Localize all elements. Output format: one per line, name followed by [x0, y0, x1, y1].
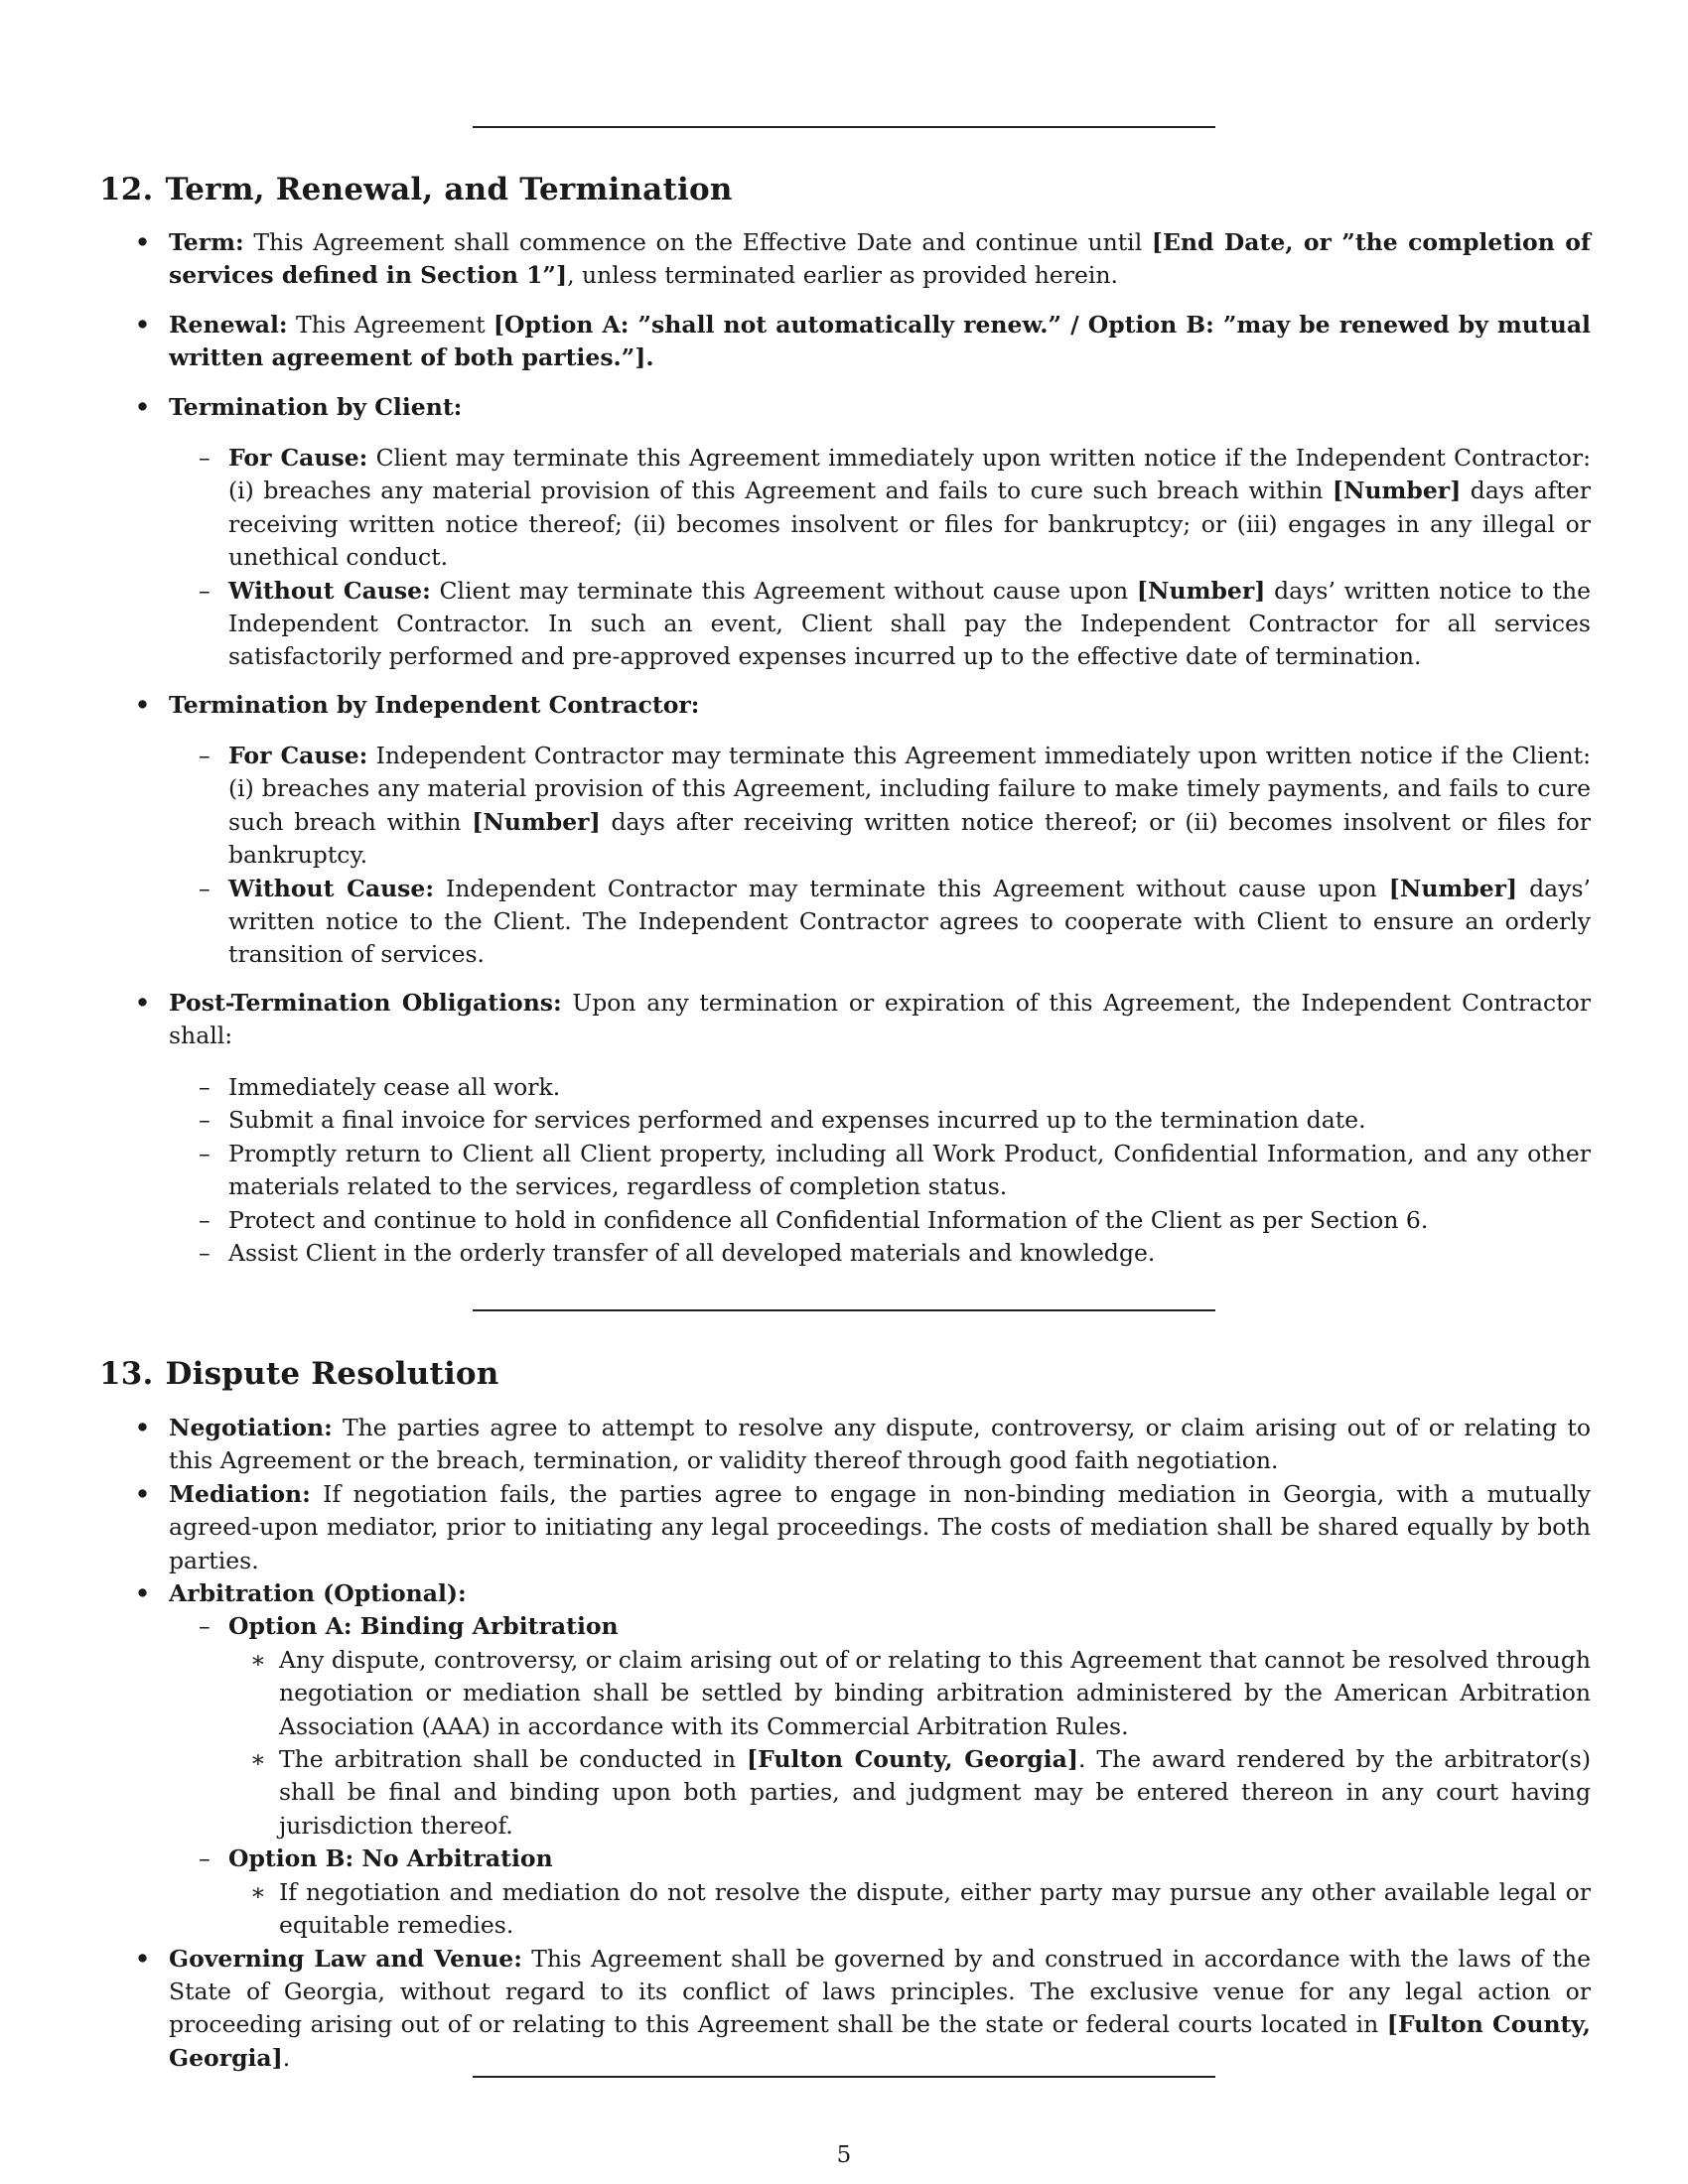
mediation-text: If negotiation fails, the parties agree to engage in non-binding mediation in Georgia, with a mutually agreed-upon mediator, prior to initiating any legal proceedings. The costs of mediation shall be shared equally by both parties. [169, 1479, 1591, 1574]
client-without-cause-text-2: days’ written notice to the Independent Contractor. In such an event, Client shall pay the Independent Contractor for all services satisfactorily performed and pre-approved expenses incurred up to the effective date of termination. [228, 576, 1592, 671]
section-12-title: Term, Renewal, and Termination [165, 172, 733, 207]
contractor-for-cause-label: For Cause: [228, 742, 368, 769]
option-a-clause-text-1: The arbitration shall be conducted in [279, 1745, 747, 1774]
section-12-heading [99, 172, 733, 207]
middle-divider [473, 1309, 1215, 1311]
top-divider [473, 126, 1215, 128]
section-12-list [99, 226, 1591, 424]
option-a-clause-text: Any dispute, controversy, or claim arising out of or relating to this Agreement that cannot be resolved through negotiation or mediation shall be settled by binding arbitration administered by the American Arbitration Association (AAA) in accordance with its Commercial Arbitration Rules. [279, 1645, 1591, 1740]
renewal-text-1: This Agreement [287, 310, 493, 339]
governing-law-text-2: . [282, 2043, 291, 2072]
bullet-marker: • [135, 228, 151, 256]
client-without-cause-number: [Number] [1136, 576, 1266, 605]
post-termination-obligation [99, 1237, 1591, 1270]
section-13-number: 13. [99, 1356, 154, 1392]
termination-by-contractor-item [99, 689, 1591, 722]
dash-marker: – [199, 1612, 211, 1641]
obligation-text: Promptly return to Client all Client property, including all Work Product, Confidential Information, and any other materials related to the services, regardless of completion status. [228, 1139, 1591, 1201]
contractor-for-cause-number: [Number] [472, 807, 601, 836]
negotiation-text: The parties agree to attempt to resolve any dispute, controversy, or claim arising out of or relating to this Agreement or the breach, termination, or validity thereof through good faith negotiation. [169, 1414, 1591, 1475]
client-for-cause-number: [Number] [1332, 477, 1462, 505]
dash-marker: – [199, 444, 211, 472]
governing-law-venue: [Fulton County, Georgia] [169, 2010, 1591, 2072]
termination-by-client-item [99, 391, 1591, 424]
contractor-for-cause-text-1: Independent Contractor may terminate this Agreement immediately upon written notice if the Client: (i) breaches any material provision of this Agreement, including failure to make timely payments, and fails to cure such breach within [228, 742, 1591, 836]
post-termination-text: Upon any termination or expiration of this Agreement, the Independent Contractor shall: [169, 989, 1592, 1050]
dash-marker: – [199, 1205, 211, 1234]
post-termination-obligation [99, 1104, 1591, 1137]
contractor-for-cause-text-2: days after receiving written notice thereof; or (ii) becomes insolvent or files for bankruptcy. [228, 807, 1591, 870]
option-b-item [99, 1843, 1591, 1875]
section-13-list [99, 1412, 1591, 2075]
dash-marker: – [199, 1844, 211, 1873]
term-placeholder: [End Date, or ”the completion of services defined in Section 1”] [169, 228, 1591, 290]
post-termination-sublist [99, 1071, 1591, 1270]
contractor-without-cause-text-2: days’ written notice to the Client. The Independent Contractor agrees to cooperate with Client to ensure an orderly transition of services. [228, 874, 1591, 969]
bullet-marker: • [135, 1944, 151, 1973]
client-without-cause-item [99, 575, 1591, 674]
section-13-heading [99, 1356, 499, 1392]
option-a-item [99, 1610, 1591, 1643]
star-marker: ∗ [250, 1745, 266, 1774]
negotiation-item [99, 1412, 1591, 1478]
contractor-without-cause-text-1: Independent Contractor may terminate this Agreement without cause upon [434, 874, 1389, 902]
arbitration-label: Arbitration (Optional): [169, 1579, 467, 1608]
term-text-2: , unless terminated earlier as provided herein. [567, 261, 1119, 290]
option-b-label: Option B: No Arbitration [228, 1844, 553, 1873]
termination-by-client-sublist [99, 442, 1591, 674]
mediation-label: Mediation: [169, 1479, 311, 1508]
page-number: 5 [836, 2142, 852, 2168]
client-for-cause-item [99, 442, 1591, 575]
termination-by-client-label: Termination by Client: [169, 392, 463, 421]
bullet-marker: • [135, 392, 151, 421]
bullet-marker: • [135, 989, 151, 1017]
dash-marker: – [199, 1239, 211, 1268]
term-label: Term: [169, 228, 244, 256]
term-text-1: This Agreement shall commence on the Effective Date and continue until [243, 228, 1152, 256]
obligation-text: Protect and continue to hold in confidence all Confidential Information of the Client as per Section 6. [228, 1205, 1429, 1234]
obligation-text: Submit a final invoice for services performed and expenses incurred up to the termination date. [228, 1106, 1366, 1135]
option-a-label: Option A: Binding Arbitration [228, 1612, 619, 1641]
option-b-clause [99, 1876, 1591, 1943]
dash-marker: – [199, 1073, 211, 1101]
client-without-cause-text-1: Client may terminate this Agreement without cause upon [430, 576, 1137, 605]
negotiation-label: Negotiation: [169, 1414, 333, 1441]
dash-marker: – [199, 576, 211, 605]
bullet-marker: • [135, 310, 151, 339]
option-a-clause [99, 1644, 1591, 1743]
post-termination-obligation [99, 1138, 1591, 1204]
post-termination-item [99, 987, 1591, 1053]
post-termination-list [99, 987, 1591, 1053]
section-12-number: 12. [99, 172, 154, 207]
obligation-text: Assist Client in the orderly transfer of all developed materials and knowledge. [228, 1239, 1156, 1268]
termination-by-contractor-sublist [99, 740, 1591, 972]
option-a-clause-text-2: . The award rendered by the arbitrator(s) shall be final and binding upon both parties, and judgment may be entered thereon in any court having jurisdiction thereof. [279, 1745, 1591, 1840]
contractor-without-cause-label: Without Cause: [228, 874, 435, 902]
dash-marker: – [199, 1139, 211, 1167]
client-for-cause-label: For Cause: [228, 444, 368, 472]
bullet-marker: • [135, 1479, 151, 1508]
bullet-marker: • [135, 691, 151, 719]
star-marker: ∗ [250, 1645, 266, 1674]
governing-law-item [99, 1943, 1591, 2076]
mediation-item [99, 1478, 1591, 1577]
section-13-title: Dispute Resolution [165, 1356, 499, 1392]
client-for-cause-text-2: days after receiving written notice thereof; (ii) becomes insolvent or files for bankruptcy; or (iii) engages in any illegal or unethical conduct. [228, 477, 1591, 572]
post-termination-obligation [99, 1204, 1591, 1237]
governing-law-text-1: This Agreement shall be governed by and construed in accordance with the laws of the State of Georgia, without regard to its conflict of laws principles. The exclusive venue for any legal action or proceeding arising out of or relating to this Agreement shall be the state or federal courts located in [169, 1944, 1591, 2039]
contractor-for-cause-item [99, 740, 1591, 873]
dash-marker: – [199, 874, 211, 902]
termination-by-contractor-list [99, 689, 1591, 722]
bullet-marker: • [135, 1414, 151, 1441]
dash-marker: – [199, 1106, 211, 1135]
post-termination-label: Post-Termination Obligations: [169, 989, 562, 1017]
option-a-clause [99, 1743, 1591, 1843]
governing-law-label: Governing Law and Venue: [169, 1944, 522, 1973]
contractor-without-cause-number: [Number] [1388, 874, 1518, 902]
option-a-venue: [Fulton County, Georgia] [746, 1745, 1078, 1774]
contractor-without-cause-item [99, 873, 1591, 972]
option-b-clause-text: If negotiation and mediation do not resolve the dispute, either party may pursue any other available legal or equitable remedies. [279, 1877, 1591, 1940]
renewal-label: Renewal: [169, 310, 288, 339]
client-for-cause-text-1: Client may terminate this Agreement immediately upon written notice if the Independent Contractor: (i) breaches any material provision of this Agreement and fails to cure such breach within [228, 444, 1591, 505]
bottom-divider [473, 2076, 1215, 2078]
client-without-cause-label: Without Cause: [228, 576, 431, 605]
renewal-options: [Option A: ”shall not automatically renew.” / Option B: ”may be renewed by mutual written agreement of both parties.”]. [169, 310, 1591, 372]
bullet-marker: • [135, 1579, 151, 1608]
obligation-text: Immediately cease all work. [228, 1073, 561, 1101]
post-termination-obligation [99, 1071, 1591, 1104]
termination-by-contractor-label: Termination by Independent Contractor: [169, 691, 700, 719]
term-item [99, 226, 1591, 293]
arbitration-item [99, 1577, 1591, 1610]
renewal-item [99, 309, 1591, 375]
star-marker: ∗ [250, 1877, 266, 1906]
dash-marker: – [199, 742, 211, 769]
